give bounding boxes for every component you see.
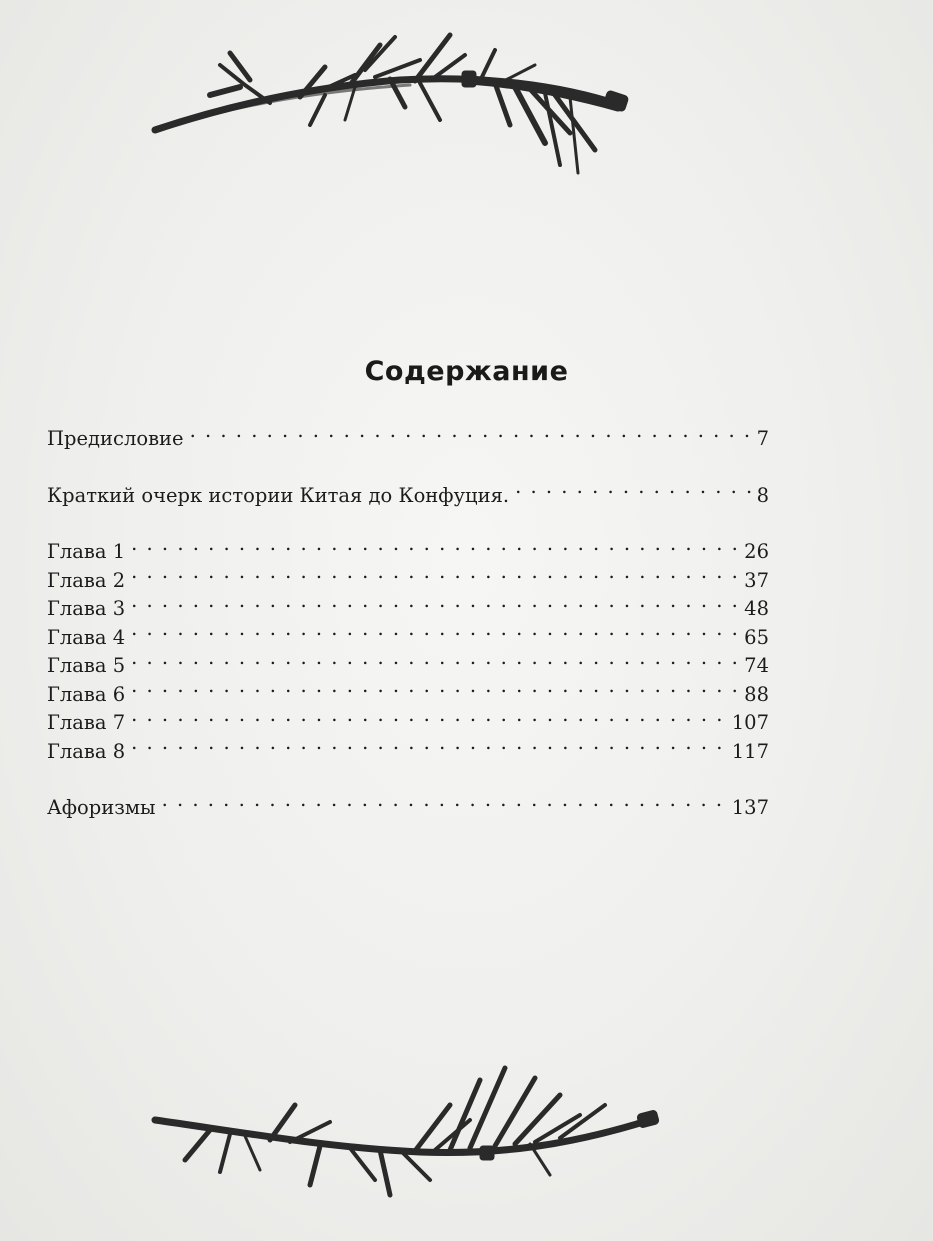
- table-of-contents: [47, 425, 769, 823]
- toc-entry-label: Афоризмы: [47, 796, 156, 819]
- toc-entry-label: Глава 6: [47, 682, 126, 706]
- dot-leader: [515, 482, 751, 502]
- toc-entry-aphorisms[interactable]: [47, 794, 769, 823]
- toc-entry-page: 88: [744, 682, 769, 706]
- toc-entry-preface[interactable]: [47, 425, 769, 454]
- dot-leader: [131, 738, 726, 758]
- toc-entry-label: Глава 2: [47, 568, 126, 592]
- toc-entry-label: Глава 5: [47, 654, 126, 677]
- dot-leader: [162, 795, 726, 815]
- toc-entry-chapter-5[interactable]: [47, 652, 769, 681]
- toc-entry-label: Краткий очерк истории Китая до Конфуция.: [47, 483, 510, 507]
- toc-entry-chapter-2[interactable]: [47, 567, 769, 596]
- page-title: Содержание: [364, 356, 569, 387]
- toc-entry-chapter-1[interactable]: [47, 538, 769, 567]
- bamboo-ornament-top: [150, 25, 670, 185]
- toc-entry-page: 74: [744, 654, 769, 677]
- dot-leader: [131, 681, 738, 701]
- bamboo-ornament-bottom: [150, 1060, 670, 1210]
- dot-leader: [190, 426, 751, 446]
- toc-entry-chapter-6[interactable]: [47, 681, 769, 710]
- toc-entry-page: 117: [731, 739, 769, 763]
- toc-entry-chapter-3[interactable]: [47, 595, 769, 624]
- toc-entry-page: 7: [756, 427, 769, 450]
- toc-entry-label: Глава 7: [47, 711, 126, 734]
- toc-entry-page: 8: [756, 483, 769, 507]
- toc-entry-label: Глава 4: [47, 625, 126, 649]
- toc-entry-label: Глава 3: [47, 597, 126, 620]
- dot-leader: [131, 624, 738, 644]
- toc-entry-page: 107: [731, 711, 769, 734]
- toc-entry-chapter-7[interactable]: [47, 709, 769, 738]
- toc-entry-page: 48: [744, 597, 769, 620]
- toc-entry-history[interactable]: [47, 482, 769, 511]
- toc-entry-page: 65: [744, 625, 769, 649]
- toc-entry-label: Глава 1: [47, 540, 126, 563]
- toc-entry-label: Глава 8: [47, 739, 126, 763]
- toc-entry-chapter-4[interactable]: [47, 624, 769, 653]
- dot-leader: [131, 710, 726, 730]
- dot-leader: [131, 567, 738, 587]
- toc-entry-page: 37: [744, 568, 769, 592]
- toc-entry-chapter-8[interactable]: [47, 738, 769, 767]
- dot-leader: [131, 539, 738, 559]
- toc-entry-page: 137: [731, 796, 769, 819]
- dot-leader: [131, 596, 738, 616]
- toc-entry-page: 26: [744, 540, 769, 563]
- dot-leader: [131, 653, 738, 673]
- toc-entry-label: Предисловие: [47, 427, 184, 450]
